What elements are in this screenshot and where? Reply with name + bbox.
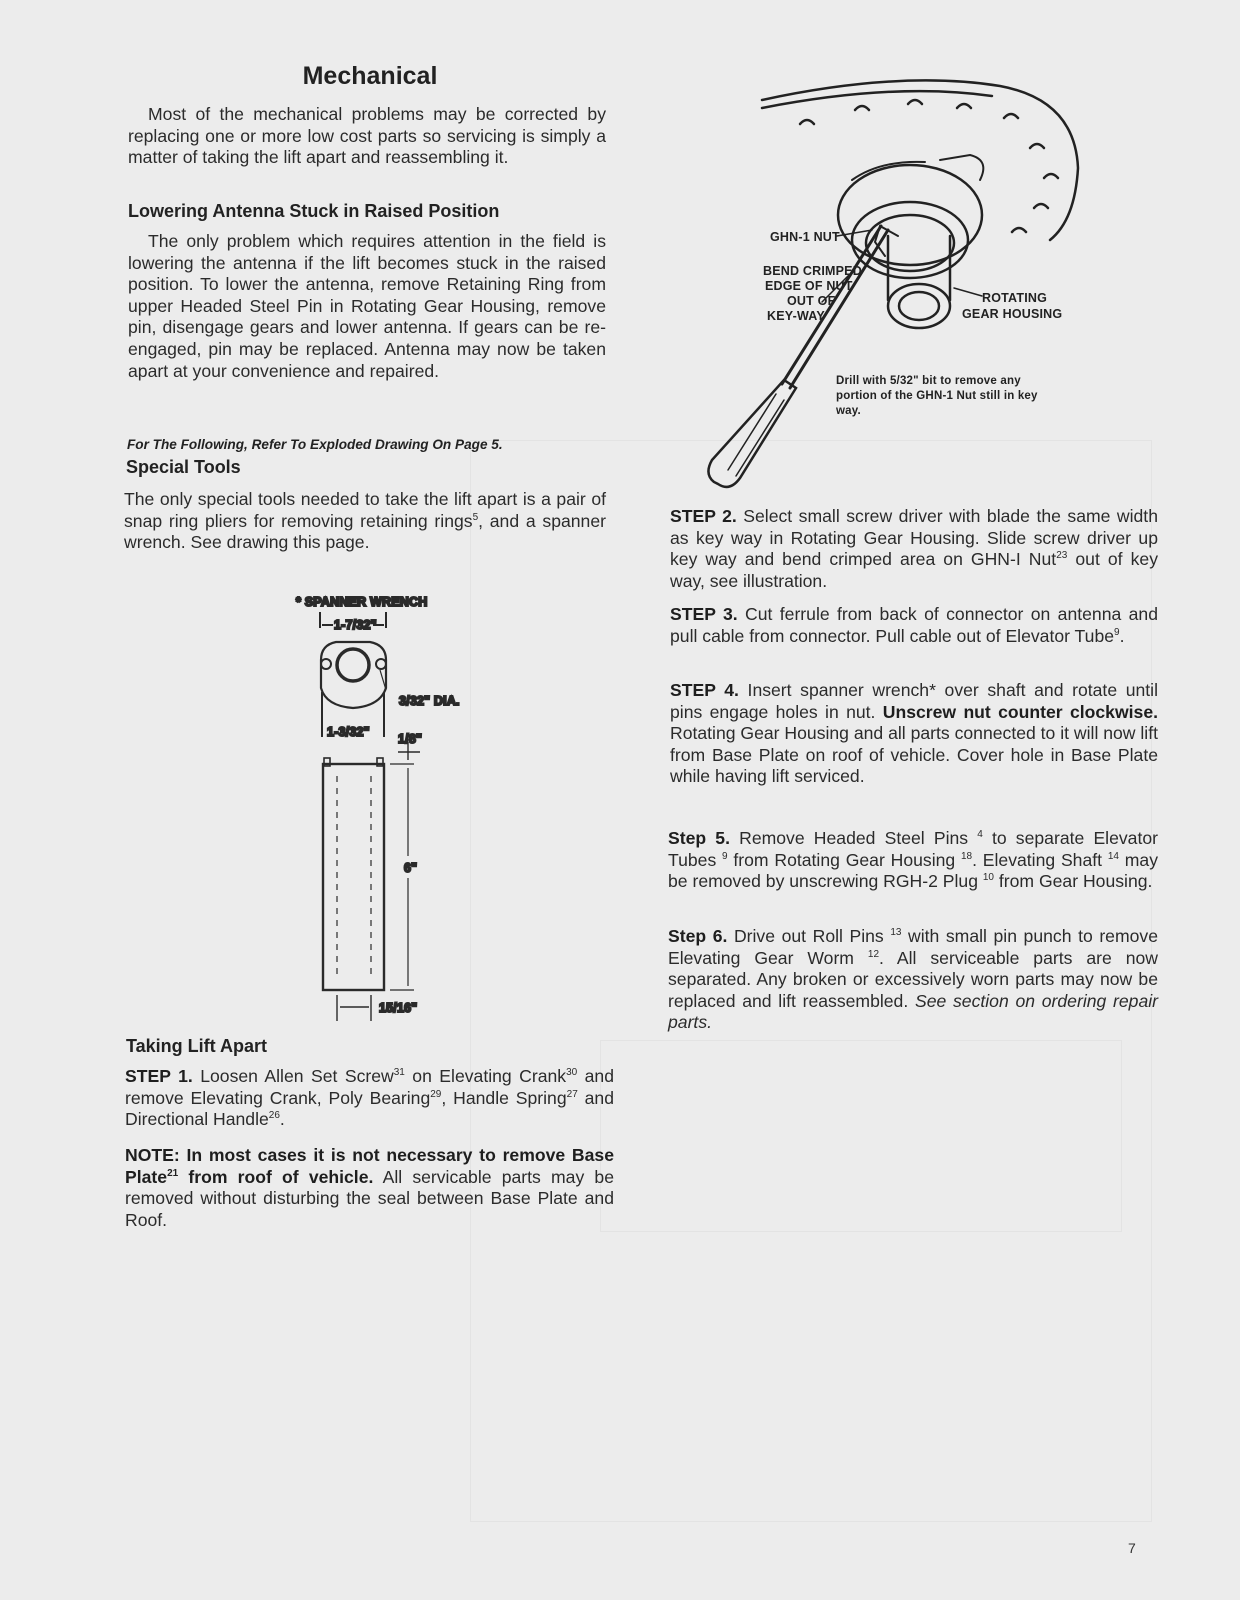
dim-length: 6" — [404, 861, 418, 875]
step-4-text: Rotating Gear Housing and all parts connected to it will now lift from Base Plate on roof of vehicle. Cover hole in Base Plate while having lift serviced. — [670, 723, 1158, 787]
step-1-text: and Directional Handle — [125, 1087, 614, 1130]
step-2-text: out of key way, see illustration. — [670, 549, 1158, 591]
step-1-paragraph — [125, 1066, 614, 1131]
footnote-ref: 9 — [1114, 626, 1120, 638]
dim-bottom: 15/16" — [379, 1001, 418, 1015]
step-3-text: . — [1119, 625, 1125, 646]
step-6-text: with small pin punch to remove Elevating Gear Worm — [668, 926, 1158, 968]
note-bold-text: from roof of vehicle. — [178, 1166, 374, 1187]
lowering-paragraph: The only problem which requires attention in the field is lowering the antenna if the lift becomes stuck in the raised position. To lower the antenna, remove Retaining Ring from upper Headed Steel Pin in Rotating Gear Housing, remove pin, disengage gears and lower antenna. If gears can be re-engaged, pin may be replaced. Antenna may now be taken apart at your convenience and repaired. — [128, 231, 606, 381]
note-text: All servicable parts may be removed without disturbing the seal between Base Plate and Roof. — [125, 1166, 614, 1230]
step-4-paragraph — [670, 680, 1158, 788]
footnote-ref: 13 — [890, 927, 902, 939]
step-5-text: to separate Elevator Tubes — [668, 828, 1158, 870]
page-number: 7 — [1128, 1540, 1136, 1556]
footnote-ref: 26 — [268, 1110, 280, 1122]
step-1-text: . — [279, 1109, 285, 1130]
footnote-ref: 12 — [867, 948, 880, 960]
step-5-text: . Elevating Shaft — [972, 849, 1108, 870]
step-6-text: Drive out Roll Pins — [727, 926, 891, 946]
step-5-text: may be removed by unscrewing RGH-2 Plug — [668, 849, 1158, 892]
section-heading-special-tools: Special Tools — [126, 457, 241, 477]
step-6-label: Step 6. — [668, 926, 728, 946]
footnote-ref: 5 — [472, 511, 479, 523]
drill-note-3: way. — [836, 405, 861, 417]
footnote-ref: 4 — [977, 829, 983, 841]
step-5-label: Step 5. — [668, 828, 730, 848]
footnote-ref: 30 — [566, 1067, 578, 1079]
dim-pin: 1/8" — [398, 732, 423, 746]
step-2-label: STEP 2. — [670, 506, 737, 526]
intro-paragraph: Most of the mechanical problems may be corrected by replacing one or more low cost parts so servicing is simply a matter of taking the lift apart and reassembling it. — [128, 104, 606, 168]
step-1-text: , Handle Spring — [441, 1087, 567, 1108]
footnote-ref: 23 — [1056, 550, 1068, 562]
footnote-ref: 27 — [566, 1088, 578, 1100]
step-5-paragraph — [668, 828, 1158, 893]
bleed-through-shadow — [600, 1040, 1122, 1232]
footnote-ref: 9 — [722, 850, 728, 862]
footnote-ref: 10 — [982, 872, 994, 884]
dim-hole-dia: 3/32" DIA. — [399, 694, 460, 708]
label-bend-1: BEND CRIMPED — [763, 264, 862, 278]
special-tools-text-b: , and a spanner wrench. See drawing this page. — [124, 510, 606, 553]
step-4-bold-text: Unscrew nut counter clockwise. — [882, 701, 1158, 722]
step-1-label: STEP 1. — [125, 1066, 193, 1086]
step-6-paragraph — [668, 926, 1158, 1034]
step-5-text: from Rotating Gear Housing — [727, 849, 961, 870]
dim-top-width: 1-7/32" — [334, 618, 377, 632]
drill-note-1: Drill with 5/32" bit to remove any — [836, 375, 1021, 387]
label-rotating-1: ROTATING — [982, 291, 1048, 305]
note-paragraph — [125, 1145, 614, 1231]
step-6-italic-text: See section on ordering repair parts. — [668, 990, 1158, 1033]
label-bend-2: EDGE OF NUT — [765, 279, 853, 293]
label-bend-4: KEY-WAY — [767, 309, 825, 323]
page-title: Mechanical — [302, 62, 438, 90]
step-5-text: Remove Headed Steel Pins — [729, 828, 978, 848]
label-rotating-2: GEAR HOUSING — [962, 307, 1063, 321]
step-6-text: . All serviceable parts are now separated. Any broken or excessively worn parts may now be replaced and lift reassembled. — [668, 947, 1159, 1011]
step-1-text: on Elevating Crank — [404, 1066, 567, 1086]
footnote-ref: 21 — [167, 1167, 179, 1179]
refer-note: For The Following, Refer To Exploded Drawing On Page 5. — [127, 437, 503, 452]
drill-note-2: portion of the GHN-1 Nut still in key — [836, 390, 1038, 402]
step-3-text: Cut ferrule from back of connector on antenna and pull cable from connector. Pull cable out of Elevator Tube — [670, 604, 1158, 646]
step-4-text: Insert spanner wrench* over shaft and rotate until pins engage holes in nut. — [670, 680, 1158, 722]
label-bend-3: OUT OF — [787, 294, 836, 308]
footnote-ref: 31 — [393, 1067, 405, 1079]
wrench-drawing-title: * SPANNER WRENCH — [296, 595, 428, 609]
section-heading-taking-apart: Taking Lift Apart — [126, 1036, 267, 1056]
label-ghn-nut: GHN-1 NUT — [770, 230, 840, 244]
step-5-text: from Gear Housing. — [994, 871, 1153, 892]
footnote-ref: 18 — [960, 850, 973, 862]
footnote-ref: 14 — [1107, 850, 1119, 862]
step-1-text: Loosen Allen Set Screw — [192, 1066, 394, 1086]
step-2-text: Select small screw driver with blade the same width as key way in Rotating Gear Housing. Slide screw driver up key way and bend crimped area on GHN-I Nut — [670, 506, 1158, 570]
note-bold-text: NOTE: In most cases it is not necessary to remove Base Plate — [125, 1145, 614, 1187]
step-4-label: STEP 4. — [670, 680, 739, 700]
section-heading-lowering: Lowering Antenna Stuck in Raised Position — [128, 201, 500, 221]
dim-head-width: 1-3/32" — [327, 725, 370, 739]
step-2-paragraph — [670, 506, 1158, 592]
special-tools-text-a: The only special tools needed to take the lift apart is a pair of snap ring pliers for removing retaining rings — [124, 489, 606, 531]
footnote-ref: 29 — [430, 1088, 442, 1100]
step-1-text: and remove Elevating Crank, Poly Bearing — [125, 1066, 614, 1108]
step-3-paragraph — [670, 604, 1158, 647]
special-tools-paragraph — [124, 489, 606, 554]
step-3-label: STEP 3. — [670, 604, 738, 624]
